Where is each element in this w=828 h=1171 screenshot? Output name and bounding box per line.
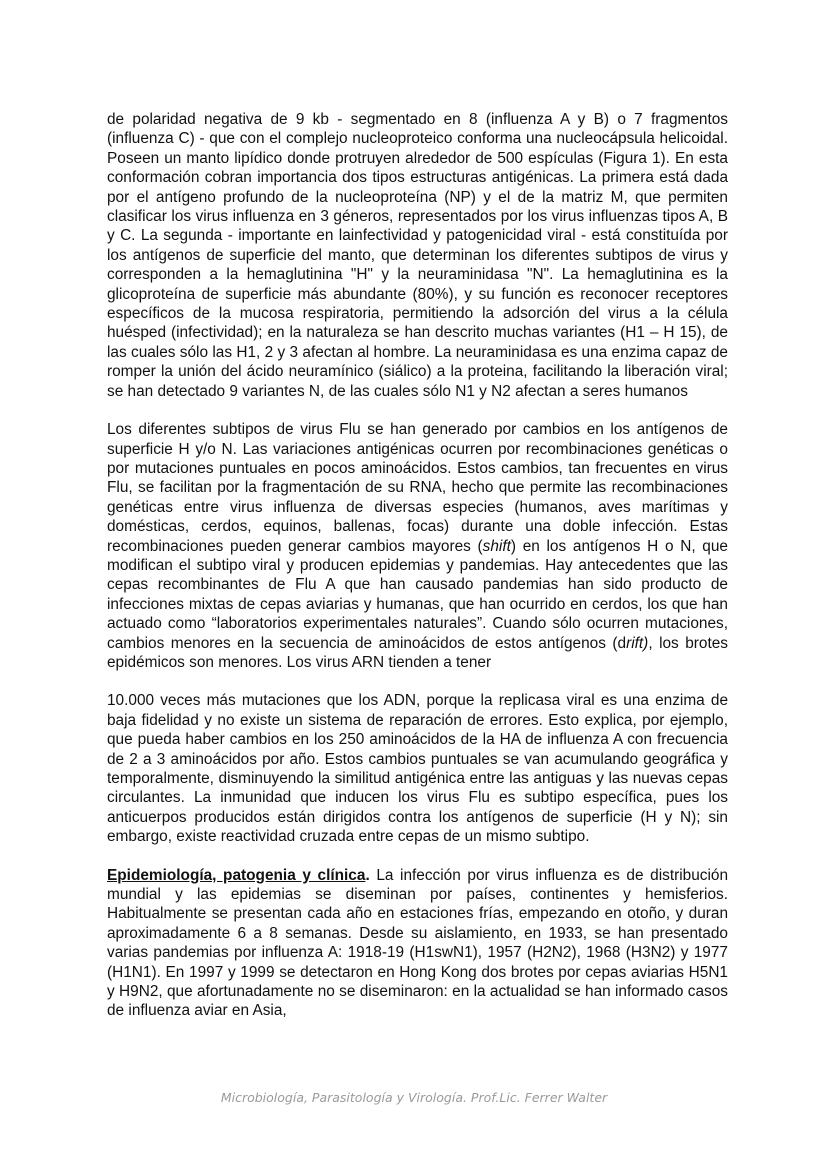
- page-footer: Microbiología, Parasitología y Virología. Prof.Lic. Ferrer Walter: [220, 1090, 608, 1105]
- paragraph-virus-structure: de polaridad negativa de 9 kb - segmentado en 8 (influenza A y B) o 7 fragmentos (influenza C) - que con el complejo nucleoproteico conforma una nucleocápsula helicoidal. Poseen un manto lipídico donde protruyen alrededor de 500 espículas (Figura 1). En esta conformación cobran importancia dos tipos estructuras antigénicas. La primera está dada por el antígeno profundo de la nucleoproteína (NP) y el de la matriz M, que permiten clasificar los virus influenza en 3 géneros, representados por los virus influenzas tipos A, B y C. La segunda - importante en lainfectividad y patogenicidad viral - está constituída por los antígenos de superficie del manto, que determinan los diferentes subtipos de virus y corresponden a la hemaglutinina "H" y la neuraminidasa "N". La hemaglutinina es la glicoproteína de superficie más abundante (80%), y su función es reconocer receptores específicos de la mucosa respiratoria, permitiendo la adsorción del virus a la célula huésped (infectividad); en la naturaleza se han descrito muchas variantes (H1 – H 15), de las cuales sólo las H1, 2 y 3 afectan al hombre. La neuraminidasa es una enzima capaz de romper la unión del ácido neuramínico (siálico) a la proteina, facilitando la liberación viral; se han detectado 9 variantes N, de las cuales sólo N1 y N2 afectan a seres humanos: [107, 111, 728, 400]
- document-body: [107, 110, 728, 1040]
- heading-period: .: [365, 866, 370, 884]
- section-heading-epidemiology: Epidemiología, patogenia y clínica: [107, 866, 366, 884]
- paragraph-text: Los diferentes subtipos de virus Flu se han generado por cambios en los antígenos de superficie H y/o N. Las variaciones antigénicas ocurren por recombinaciones genéticas o por mutaciones puntuales en pocos aminoácidos. Estos cambios, tan frecuentes en virus Flu, se facilitan por la fragmentación de su RNA, hecho que permite las recombinaciones genéticas entre virus influenza de diversas especies (humanos, aves marítimas y domésticas, cerdos, equinos, ballenas, focas) durante una doble infección. Estas recombinaciones pueden generar cambios mayores (: [107, 421, 728, 555]
- paragraph-text: La infección por virus influenza es de distribución mundial y las epidemias se diseminan por países, continentes y hemisferios. Habitualmente se presentan cada año en estaciones frías, empezando en otoño, y duran aproximadamente 6 a 8 semanas. Desde su aislamiento, en 1933, se han presentado varias pandemias por influenza A: 1918-19 (H1swN1), 1957 (H2N2), 1968 (H3N2) y 1977 (H1N1). En 1997 y 1999 se detectaron en Hong Kong dos brotes por cepas aviarias H5N1 y H9N2, que afortunadamente no se diseminaron: en la actualidad se han informado casos de influenza aviar en Asia,: [107, 866, 729, 1020]
- paragraph-text: , los brotes epidémicos son menores. Los virus ARN tienden a tener: [107, 634, 728, 671]
- paragraph-antigenic-variation: [107, 420, 728, 672]
- term-shift: shift: [482, 537, 511, 555]
- paragraph-mutations: 10.000 veces más mutaciones que los ADN, porque la replicasa viral es una enzima de baja fidelidad y no existe un sistema de reparación de errores. Esto explica, por ejemplo, que pueda haber cambios en los 250 aminoácidos de la HA de influenza A con frecuencia de 2 a 3 aminoácidos por año. Estos cambios puntuales se van acumulando geográfica y temporalmente, disminuyendo la similitud antigénica entre las antiguas y las nuevas cepas circulantes. La inmunidad que inducen los virus Flu es subtipo específica, pues los anticuerpos producidos están dirigidos contra los antígenos de superficie (H y N); sin embargo, existe reactividad cruzada entre cepas de un mismo subtipo.: [107, 692, 728, 846]
- paragraph-text: ) en los antígenos H o N, que modifican el subtipo viral y producen epidemias y pandemias. Hay antecedentes que las cepas recombinantes de Flu A que han causado pandemias han sido producto de infecciones mixtas de cepas aviarias y humanas, que han ocurrido en cerdos, los que han actuado como “laboratorios experimentales naturales”. Cuando sólo ocurren mutaciones, cambios menores en la secuencia de aminoácidos de estos antígenos (d: [107, 537, 728, 652]
- paragraph-epidemiology: [107, 866, 728, 1021]
- term-drift: rift): [626, 634, 649, 652]
